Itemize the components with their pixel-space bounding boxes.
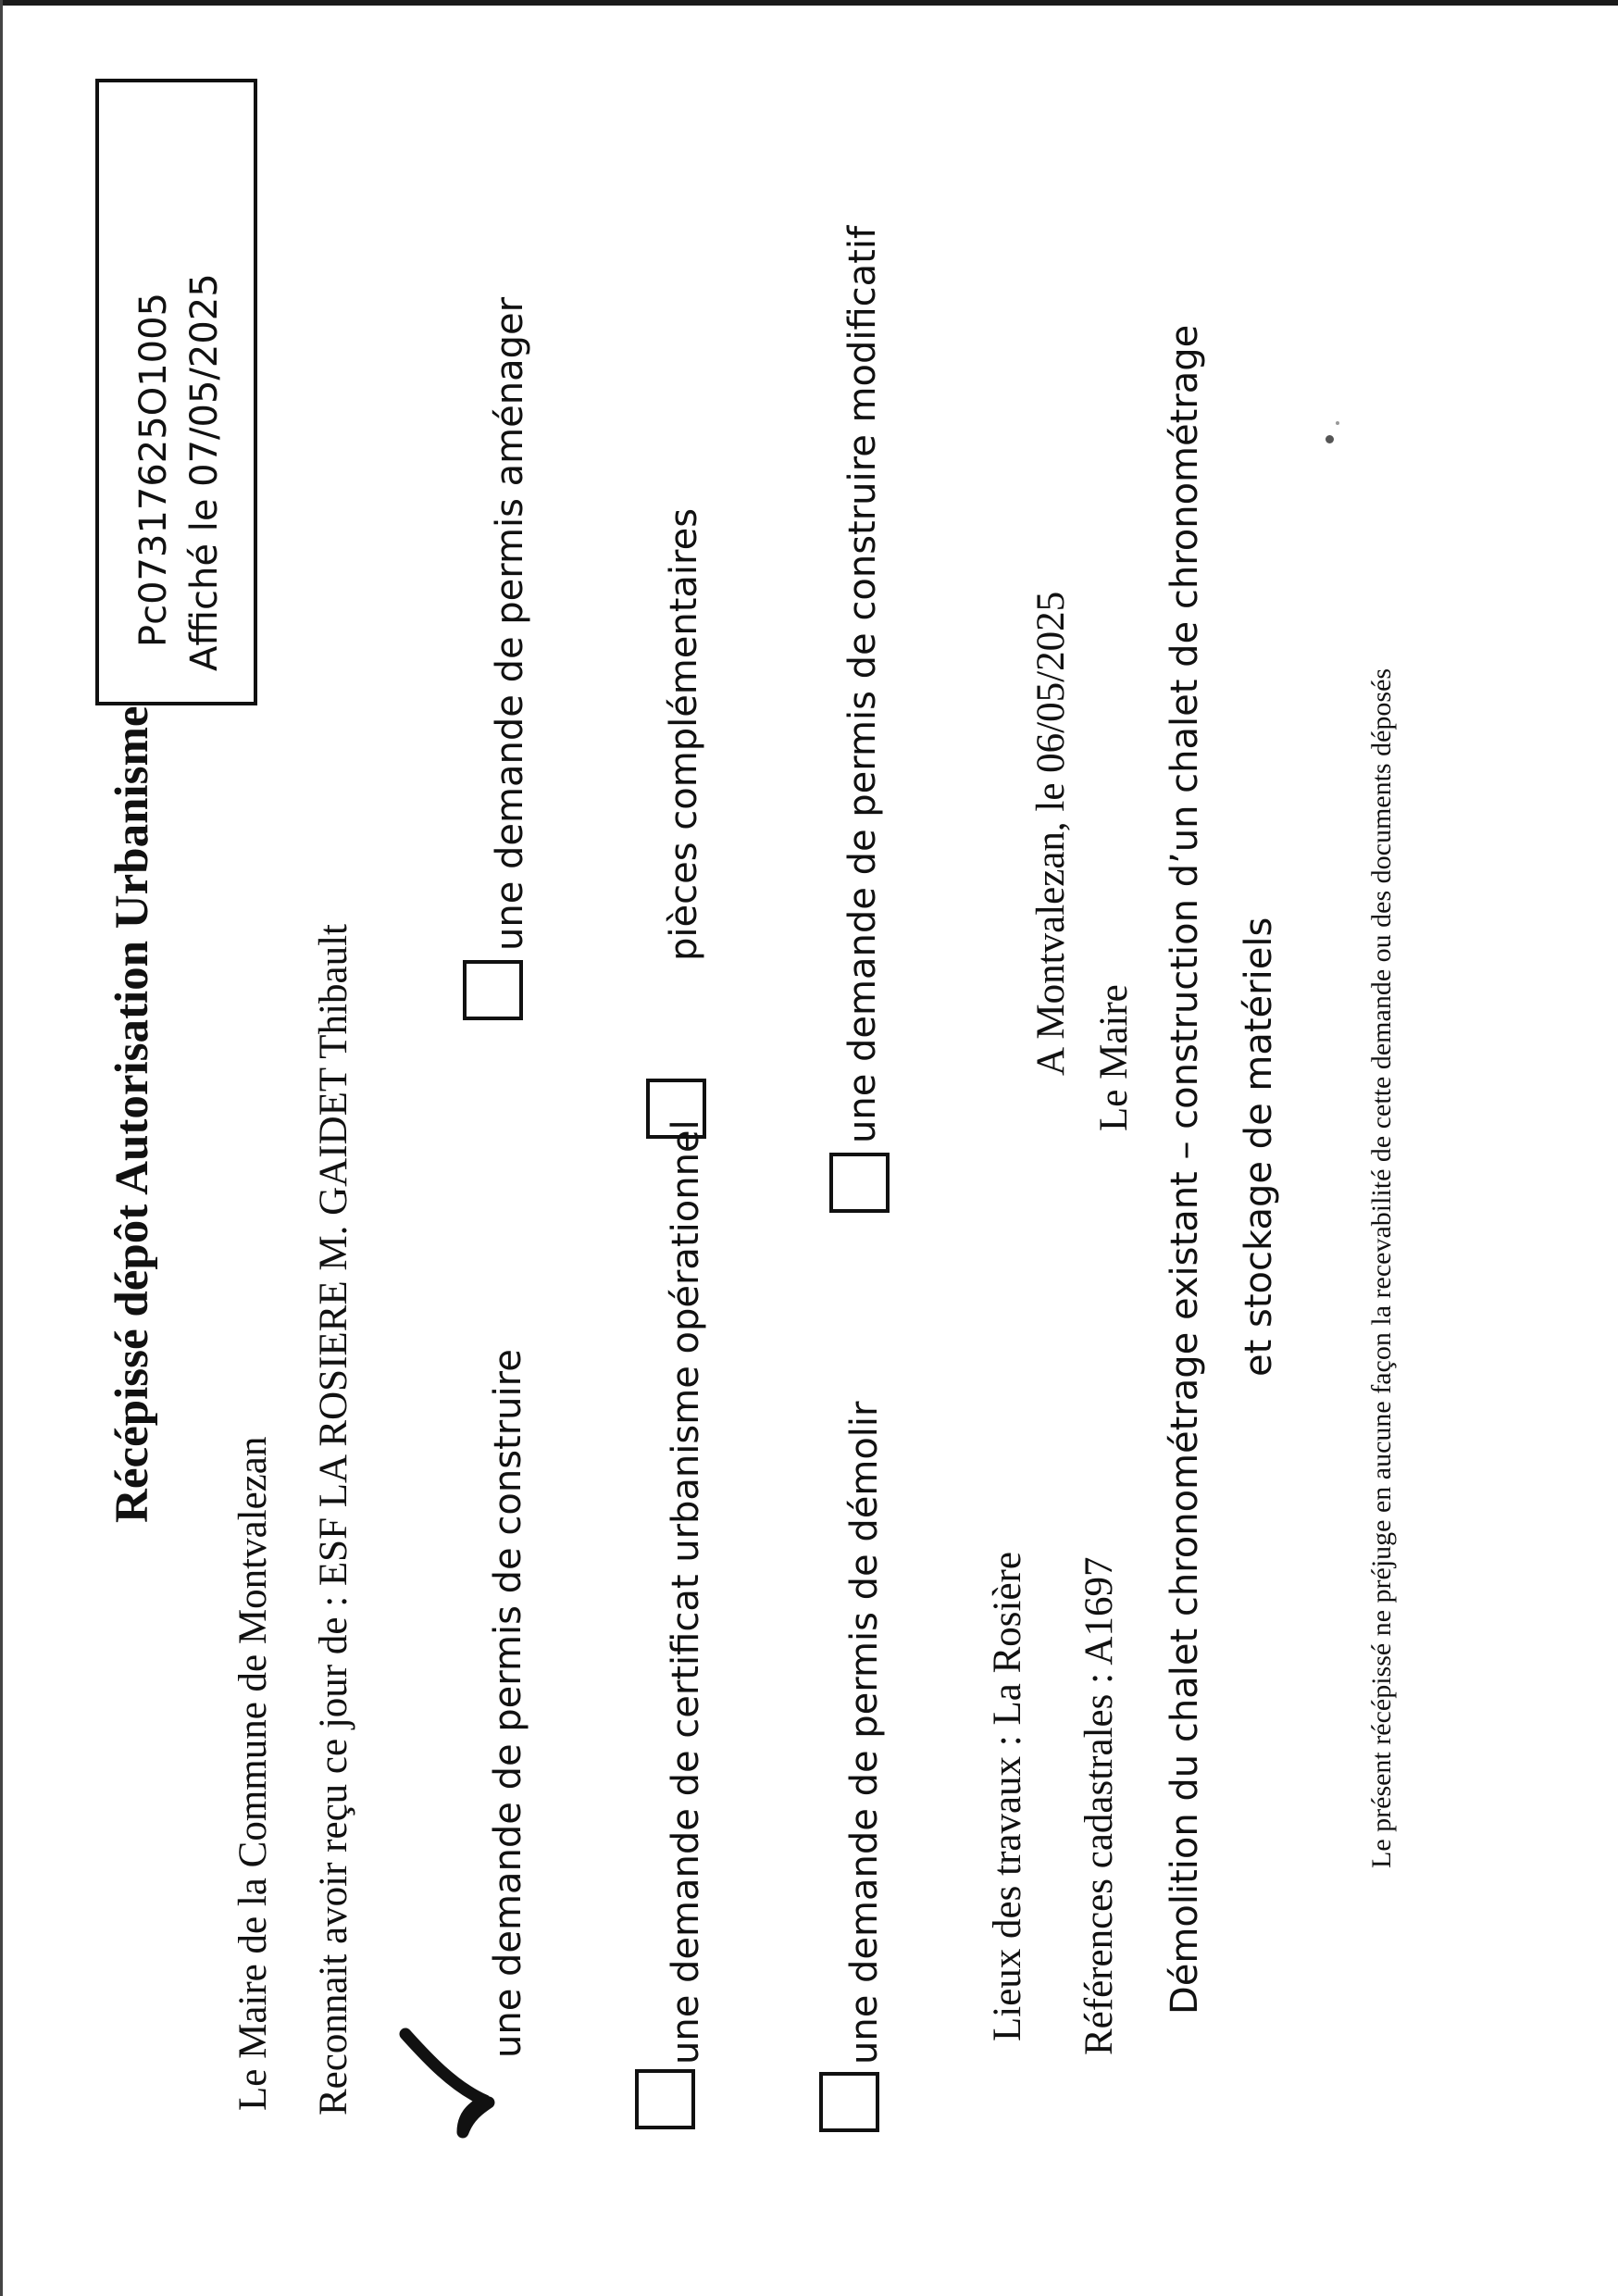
checkbox-permis-modificatif[interactable] — [829, 1153, 890, 1213]
checkbox-certificat-urbanisme[interactable] — [635, 2069, 695, 2129]
works-description-line2: et stockage de matériels — [1238, 917, 1280, 1377]
checkbox-pieces-complementaires[interactable] — [646, 1079, 706, 1139]
place-and-date: A Montvalezan, le 06/05/2025 — [1029, 591, 1073, 1076]
posted-date: Affiché le 07/05/2025 — [183, 273, 226, 671]
checkbox-permis-demolir[interactable] — [819, 2072, 879, 2132]
request-label-pieces: pièces complémentaires — [663, 507, 705, 961]
work-location: Lieux des travaux : La Rosière — [986, 1552, 1029, 2041]
request-label-demolir: une demande de permis de démolir — [843, 1401, 886, 2065]
reference-box — [95, 79, 257, 705]
received-from-line: Reconnait avoir reçu ce jour de : ESF LA ROSIERE M. GAIDET Thibault — [312, 924, 355, 2115]
checkmark-icon — [398, 2014, 500, 2143]
mayor-line: Le Maire de la Commune de Montvalezan — [231, 1436, 275, 2111]
works-description-line1: Démolition du chalet chronométrage existant – construction d’un chalet de chronométrage — [1164, 324, 1206, 2015]
request-label-certificat: une demande de certificat urbanisme opérationnel — [665, 1119, 707, 2065]
reference-number: Pc07317625O1005 — [132, 293, 175, 647]
request-label-construire: une demande de permis de construire — [487, 1349, 529, 2058]
request-label-amenager: une demande de permis aménager — [489, 296, 531, 951]
checkbox-permis-amenager[interactable] — [463, 960, 523, 1020]
request-label-modificatif: une demande de permis de construire modificatif — [841, 225, 884, 1143]
footer-disclaimer: Le présent récépissé ne préjuge en aucune façon la recevabilité de cette demande ou des documents déposés — [1366, 668, 1397, 1868]
cadastral-references: Références cadastrales : A1697 — [1077, 1556, 1121, 2055]
signatory: Le Maire — [1092, 984, 1136, 1131]
page-title: Récépissé dépôt Autorisation Urbanisme — [106, 705, 158, 1523]
